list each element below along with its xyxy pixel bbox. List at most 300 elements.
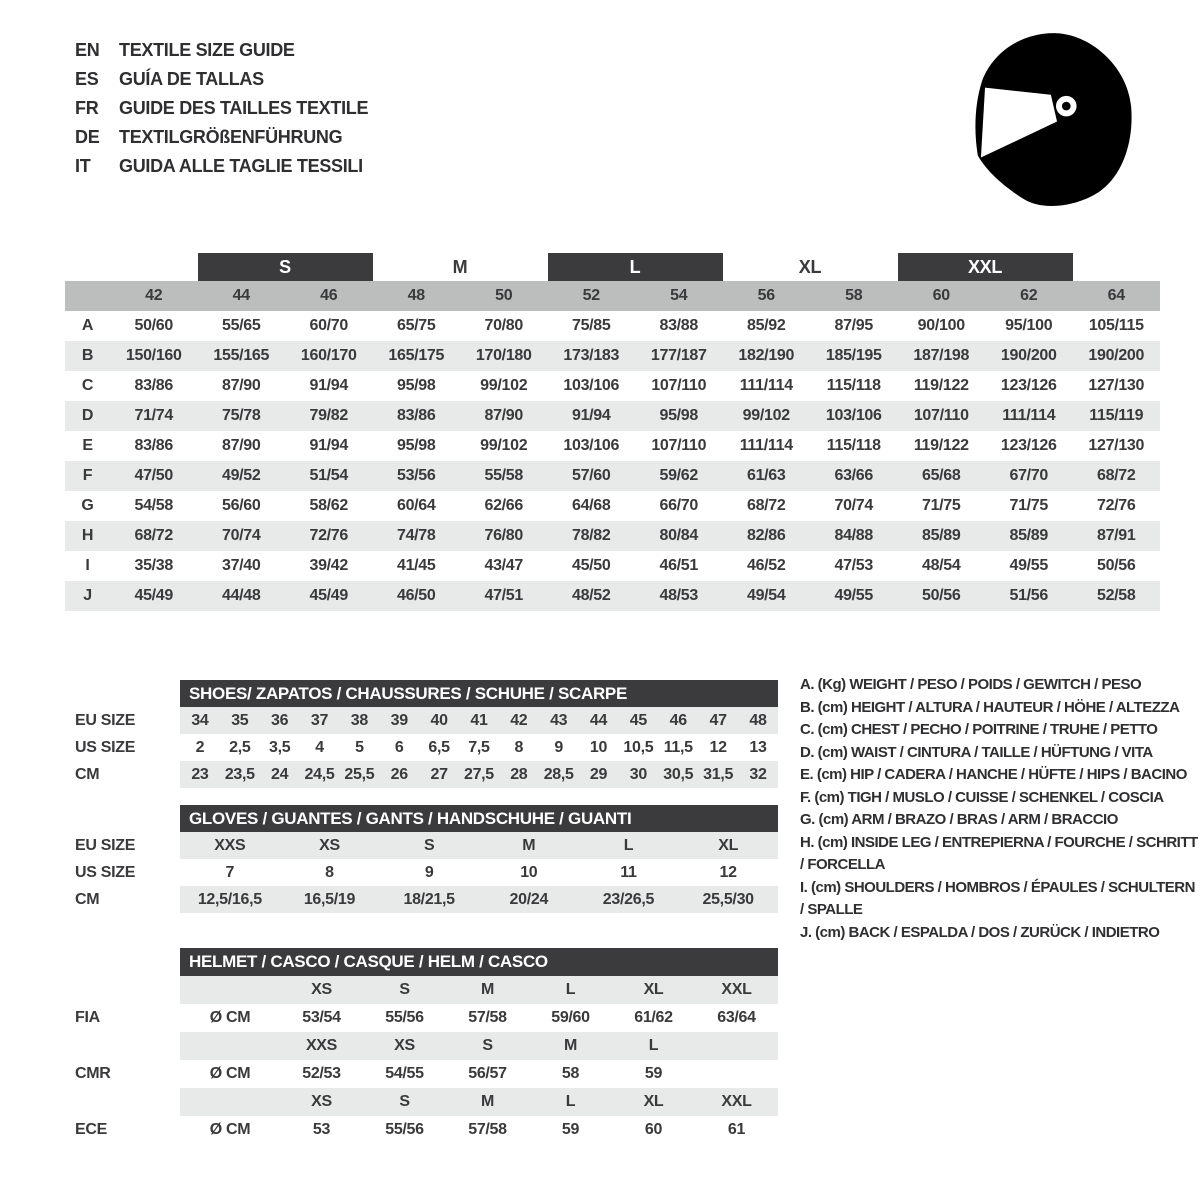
measurement-value: 71/75: [921, 497, 961, 514]
measurement-value: 47/51: [460, 581, 548, 611]
helmet-size-value: 53: [312, 1121, 331, 1138]
measurement-value: 64/68: [571, 497, 611, 514]
measurement-row: [65, 551, 1160, 581]
size-group-row: [65, 253, 1160, 281]
helmet-size-label: L: [529, 1088, 612, 1116]
language-row: [75, 123, 368, 152]
measurement-value: 123/126: [1000, 377, 1057, 394]
size-value: 4: [315, 738, 324, 756]
measurement-value: 56/60: [221, 497, 261, 514]
helmet-size-value: 63/64: [717, 1009, 756, 1026]
measurement-value: 45/50: [571, 557, 611, 574]
guide-title: GUÍA DE TALLAS: [119, 69, 264, 89]
language-code: FR: [75, 98, 99, 118]
measurement-value: 75/85: [571, 317, 611, 334]
measurement-value: 190/200: [985, 341, 1073, 371]
numeric-size: 64: [1073, 281, 1161, 311]
helmet-size-label: M: [446, 976, 529, 1004]
helmet-size-labels-row: [65, 1088, 778, 1116]
helmet-size-label: XXL: [695, 1088, 778, 1116]
helmet-values-row: [65, 1116, 778, 1144]
helmet-size-label: XXL: [695, 976, 778, 1004]
legend-item: I. (cm) SHOULDERS / HOMBROS / ÉPAULES / SCHULTERN / SPALLE: [800, 878, 1195, 918]
measurement-value: 87/90: [221, 377, 261, 394]
helmet-size-label: M: [446, 1088, 529, 1116]
spacer-cell: [180, 1032, 280, 1060]
measurement-value: 111/114: [739, 377, 793, 394]
measurement-value: 37/40: [221, 557, 261, 574]
measurement-value: 70/74: [198, 521, 286, 551]
measurement-value: 66/70: [659, 497, 699, 514]
size-value: 16,5/19: [280, 886, 380, 913]
size-value: 39: [379, 707, 419, 734]
size-value: 11,5: [663, 738, 693, 756]
row-label: CM: [65, 886, 180, 913]
language-code: IT: [75, 156, 91, 176]
measurement-value: 50/56: [1096, 557, 1136, 574]
measurement-value: 60/64: [396, 497, 436, 514]
measurement-value: 51/54: [285, 461, 373, 491]
spacer-cell: [180, 976, 280, 1004]
size-value: L: [579, 832, 679, 859]
measurement-row: [65, 371, 1160, 401]
measurement-row: [65, 461, 1160, 491]
section-title: SHOES/ ZAPATOS / CHAUSSURES / SCHUHE / SCARPE: [180, 680, 778, 707]
size-value: XXS: [180, 832, 280, 859]
measurement-value: 46/52: [746, 557, 786, 574]
measurement-value: 48/53: [635, 581, 723, 611]
measurement-value: 70/74: [834, 497, 874, 514]
guide-title: GUIDE DES TAILLES TEXTILE: [119, 98, 369, 118]
size-row: [65, 761, 778, 788]
measurement-value: 83/86: [134, 437, 174, 454]
row-label: US SIZE: [65, 859, 180, 886]
helmet-size-label: S: [446, 1032, 529, 1060]
row-letter: E: [82, 437, 93, 454]
measurement-value: 87/91: [1073, 521, 1161, 551]
size-value: 30,5: [658, 761, 698, 788]
measurement-value: 111/114: [985, 401, 1073, 431]
size-value: 8: [325, 863, 334, 881]
measurement-value: 65/75: [396, 317, 436, 334]
size-value: 27,5: [459, 761, 499, 788]
size-value: 23: [180, 761, 220, 788]
measurement-value: 91/94: [548, 401, 636, 431]
measurement-legend: [800, 674, 1200, 944]
row-letter: H: [65, 521, 110, 551]
spacer-cell: [65, 680, 180, 707]
measurement-value: 41/45: [396, 557, 436, 574]
size-value: 47: [698, 707, 738, 734]
size-value: 13: [749, 738, 767, 756]
title-row: [65, 948, 778, 976]
measurement-value: 48/54: [921, 557, 961, 574]
size-value: 11: [620, 863, 637, 881]
measurement-value: 127/130: [1088, 437, 1145, 454]
size-value: 34: [180, 707, 220, 734]
size-value: 24,5: [300, 761, 340, 788]
size-value: 6: [394, 738, 404, 756]
language-row: [75, 152, 368, 181]
legend-item: G. (cm) ARM / BRAZO / BRAS / ARM / BRACCIO: [800, 811, 1118, 828]
measurement-row: [65, 341, 1160, 371]
measurement-value: 52/58: [1073, 581, 1161, 611]
gloves-size-table: [65, 805, 778, 913]
numeric-size: 60: [898, 281, 986, 311]
size-value: 2: [195, 738, 205, 756]
row-letter: C: [81, 377, 94, 394]
size-value: 48: [738, 707, 778, 734]
size-value: 30: [618, 761, 658, 788]
size-value: 18/21,5: [379, 886, 479, 913]
measurement-value: 165/175: [373, 341, 461, 371]
measurement-value: 123/126: [1000, 437, 1057, 454]
numeric-size: 42: [110, 281, 198, 311]
numeric-size: 50: [460, 281, 548, 311]
title-row: [65, 680, 778, 707]
measurement-value: 107/110: [898, 401, 986, 431]
size-value: 23/26,5: [579, 886, 679, 913]
legend-item: D. (cm) WAIST / CINTURA / TAILLE / HÜFTUNG / VITA: [800, 743, 1153, 761]
spacer-cell: [65, 253, 110, 281]
measurement-value: 95/98: [396, 377, 436, 394]
helmet-size-label: XS: [280, 1088, 363, 1116]
spacer-cell: [65, 976, 180, 1004]
measurement-value: 83/86: [373, 401, 461, 431]
measurement-value: 127/130: [1088, 377, 1145, 394]
standard-label: FIA: [65, 1004, 180, 1032]
measurement-value: 79/82: [285, 401, 373, 431]
size-value: 2,5: [229, 738, 251, 756]
size-row: [65, 832, 778, 859]
helmet-size-value: 60: [644, 1121, 663, 1138]
size-row: [65, 707, 778, 734]
title-row: [65, 805, 778, 832]
legend-item: A. (Kg) WEIGHT / PESO / POIDS / GEWITCH / PESO: [800, 676, 1142, 693]
size-value: 12,5/16,5: [180, 886, 280, 913]
diameter-unit: Ø CM: [209, 1009, 251, 1026]
measurement-value: 85/89: [985, 521, 1073, 551]
measurement-value: 71/75: [1009, 497, 1049, 514]
measurement-value: 55/65: [221, 317, 261, 334]
legend-item: E. (cm) HIP / CADERA / HANCHE / HÜFTE / HIPS / BACINO: [800, 766, 1187, 783]
helmet-size-value: 57/58: [468, 1009, 507, 1026]
measurement-value: 85/89: [898, 521, 986, 551]
helmet-size-value: 59: [561, 1121, 580, 1138]
measurement-value: 44/48: [198, 581, 286, 611]
legend-item: F. (cm) TIGH / MUSLO / CUISSE / SCHENKEL / COSCIA: [800, 788, 1164, 806]
measurement-value: 185/195: [810, 341, 898, 371]
size-value: 24: [260, 761, 300, 788]
measurement-value: 65/68: [898, 461, 986, 491]
numeric-size: 58: [810, 281, 898, 311]
measurement-value: 67/70: [985, 461, 1073, 491]
language-row: [75, 36, 368, 65]
measurement-value: 187/198: [898, 341, 986, 371]
helmet-size-labels-row: [65, 976, 778, 1004]
size-value: 12: [709, 738, 727, 756]
size-value: 5: [355, 738, 364, 756]
helmet-size-value: 61/62: [634, 1009, 673, 1026]
size-value: 26: [379, 761, 419, 788]
measurement-value: 85/92: [746, 317, 786, 334]
helmet-size-label: XL: [612, 1088, 695, 1116]
spacer-cell: [180, 1088, 280, 1116]
measurement-value: 53/56: [373, 461, 461, 491]
measurement-value: 47/50: [110, 461, 198, 491]
size-value: 20/24: [479, 886, 579, 913]
language-code: DE: [75, 127, 100, 147]
language-code: ES: [75, 69, 99, 89]
size-row: [65, 859, 778, 886]
size-value: 27: [419, 761, 459, 788]
row-label: EU SIZE: [65, 707, 180, 734]
size-value: 8: [514, 738, 524, 756]
helmet-size-label: XXS: [280, 1032, 363, 1060]
size-value: 40: [419, 707, 459, 734]
size-value: XL: [678, 832, 778, 859]
measurement-value: 54/58: [134, 497, 174, 514]
measurement-value: 71/74: [110, 401, 198, 431]
helmet-size-value: 61: [727, 1121, 746, 1138]
helmet-size-value: 53/54: [302, 1009, 341, 1026]
section-title: GLOVES / GUANTES / GANTS / HANDSCHUHE / GUANTI: [180, 805, 778, 832]
measurement-value: 95/98: [635, 401, 723, 431]
row-letter: J: [65, 581, 110, 611]
size-value: 41: [459, 707, 499, 734]
measurement-value: 68/72: [746, 497, 786, 514]
measurement-row: [65, 521, 1160, 551]
measurement-value: 119/122: [913, 377, 969, 394]
measurement-value: 82/86: [723, 521, 811, 551]
helmet-size-value: 54/55: [385, 1065, 424, 1082]
guide-title: TEXTILE SIZE GUIDE: [119, 40, 295, 60]
size-group-label: XL: [798, 256, 822, 277]
apparel-size-table: [65, 253, 1160, 611]
measurement-value: 80/84: [635, 521, 723, 551]
size-value: 46: [658, 707, 698, 734]
measurement-value: 68/72: [1073, 461, 1161, 491]
numeric-size: 48: [373, 281, 461, 311]
size-value: 3,5: [268, 738, 291, 756]
helmet-size-value: 58: [561, 1065, 580, 1082]
measurement-value: 99/102: [723, 401, 811, 431]
shoes-size-table: [65, 680, 778, 788]
size-value: 7: [225, 863, 235, 881]
measurement-value: 75/78: [198, 401, 286, 431]
measurement-value: 35/38: [134, 557, 174, 574]
legend-item: B. (cm) HEIGHT / ALTURA / HAUTEUR / HÖHE / ALTEZZA: [800, 698, 1180, 716]
size-value: 9: [554, 738, 563, 756]
size-value: 43: [539, 707, 579, 734]
legend-item: C. (cm) CHEST / PECHO / POITRINE / TRUHE / PETTO: [800, 721, 1158, 738]
measurement-value: 111/114: [739, 437, 793, 454]
measurement-value: 95/100: [1005, 317, 1053, 334]
measurement-value: 59/62: [635, 461, 723, 491]
helmet-size-label: S: [363, 976, 446, 1004]
measurement-value: 50/60: [134, 317, 174, 334]
helmet-size-label: XS: [363, 1032, 446, 1060]
numeric-size: 62: [985, 281, 1073, 311]
helmet-size-label: M: [529, 1032, 612, 1060]
size-value: 32: [738, 761, 778, 788]
measurement-value: 115/119: [1073, 401, 1161, 431]
measurement-value: 90/100: [917, 317, 965, 334]
spacer-cell: [65, 948, 180, 976]
size-group-label: XXL: [898, 253, 1073, 281]
helmet-size-labels-row: [65, 1032, 778, 1060]
helmet-size-label: [695, 1032, 778, 1060]
measurement-value: 190/200: [1073, 341, 1161, 371]
measurement-value: 47/53: [834, 557, 874, 574]
measurement-value: 87/90: [221, 437, 261, 454]
measurement-value: 150/160: [110, 341, 198, 371]
legend-item: H. (cm) INSIDE LEG / ENTREPIERNA / FOURCHE / SCHRITT / FORCELLA: [800, 833, 1198, 873]
measurement-value: 84/88: [810, 521, 898, 551]
numeric-size-row: [65, 281, 1160, 311]
measurement-value: 49/54: [723, 581, 811, 611]
size-value: S: [379, 832, 479, 859]
size-group-label: L: [548, 253, 723, 281]
measurement-row: [65, 491, 1160, 521]
measurement-row: [65, 431, 1160, 461]
size-value: 25,5: [339, 761, 379, 788]
measurement-value: 76/80: [460, 521, 548, 551]
helmet-size-value: [695, 1060, 778, 1088]
helmet-values-row: [65, 1004, 778, 1032]
helmet-size-value: 59/60: [551, 1009, 590, 1026]
guide-title: TEXTILGRÖßENFÜHRUNG: [119, 127, 343, 147]
measurement-value: 74/78: [373, 521, 461, 551]
measurement-value: 61/63: [723, 461, 811, 491]
row-letter: G: [81, 497, 94, 514]
measurement-value: 107/110: [651, 377, 707, 394]
measurement-value: 103/106: [810, 401, 898, 431]
measurement-value: 63/66: [810, 461, 898, 491]
helmet-size-label: XL: [612, 976, 695, 1004]
measurement-value: 107/110: [651, 437, 707, 454]
spacer-cell: [65, 281, 110, 311]
size-value: 12: [719, 863, 737, 881]
size-group-label: S: [198, 253, 373, 281]
language-row: [75, 94, 368, 123]
helmet-size-value: 57/58: [468, 1121, 507, 1138]
helmet-size-label: XS: [280, 976, 363, 1004]
size-value: 38: [339, 707, 379, 734]
measurement-value: 78/82: [548, 521, 636, 551]
row-label: CM: [65, 761, 180, 788]
main-table-body: [65, 311, 1160, 611]
measurement-value: 62/66: [484, 497, 524, 514]
size-value: 28,5: [539, 761, 579, 788]
measurement-value: 49/55: [810, 581, 898, 611]
size-value: 10,5: [623, 738, 654, 756]
measurement-value: 103/106: [563, 437, 620, 454]
size-value: 10: [589, 738, 608, 756]
language-row: [75, 65, 368, 94]
helmet-size-value: 56/57: [468, 1065, 507, 1082]
row-letter: A: [81, 317, 94, 334]
row-letter: D: [65, 401, 110, 431]
measurement-value: 182/190: [723, 341, 811, 371]
size-value: XS: [280, 832, 380, 859]
measurement-value: 49/52: [198, 461, 286, 491]
size-value: 10: [520, 863, 538, 881]
size-value: 28: [499, 761, 539, 788]
measurement-value: 99/102: [480, 377, 528, 394]
measurement-value: 155/165: [198, 341, 286, 371]
measurement-value: 46/51: [659, 557, 699, 574]
spacer-cell: [65, 805, 180, 832]
measurement-value: 68/72: [110, 521, 198, 551]
helmet-values-row: [65, 1060, 778, 1088]
spacer-cell: [65, 1032, 180, 1060]
helmet-size-value: 52/53: [302, 1065, 341, 1082]
spacer-cell: [110, 253, 198, 281]
size-value: 7,5: [468, 738, 490, 756]
measurement-value: 57/60: [548, 461, 636, 491]
measurement-value: 105/115: [1088, 317, 1144, 334]
measurement-value: 87/95: [834, 317, 874, 334]
size-value: 37: [300, 707, 340, 734]
helmet-size-label: S: [363, 1088, 446, 1116]
helmet-size-value: 55/56: [385, 1009, 424, 1026]
size-value: 25,5/30: [678, 886, 778, 913]
numeric-size: 54: [635, 281, 723, 311]
size-value: 35: [220, 707, 260, 734]
measurement-value: 95/98: [396, 437, 436, 454]
measurement-value: 99/102: [480, 437, 528, 454]
size-value: 44: [579, 707, 619, 734]
row-letter: B: [65, 341, 110, 371]
size-value: 29: [579, 761, 619, 788]
helmet-size-value: 55/56: [385, 1121, 424, 1138]
measurement-value: 115/118: [826, 437, 881, 454]
size-value: 36: [260, 707, 300, 734]
measurement-value: 173/183: [548, 341, 636, 371]
measurement-value: 91/94: [309, 377, 349, 394]
measurement-value: 48/52: [548, 581, 636, 611]
measurement-row: [65, 401, 1160, 431]
standard-label: CMR: [65, 1060, 180, 1088]
measurement-value: 45/49: [285, 581, 373, 611]
size-group-label: M: [452, 256, 468, 277]
spacer-cell: [1073, 253, 1161, 281]
diameter-unit: Ø CM: [209, 1065, 251, 1082]
language-title-list: [75, 36, 368, 181]
size-value: 31,5: [698, 761, 738, 788]
measurement-value: 58/62: [309, 497, 349, 514]
standard-label: ECE: [65, 1116, 180, 1144]
measurement-value: 83/88: [659, 317, 699, 334]
size-value: 9: [424, 863, 434, 881]
measurement-value: 49/55: [1009, 557, 1049, 574]
section-title: HELMET / CASCO / CASQUE / HELM / CASCO: [180, 948, 778, 976]
measurement-value: 170/180: [460, 341, 548, 371]
size-value: M: [479, 832, 579, 859]
helmet-size-value: 59: [644, 1065, 663, 1082]
numeric-size: 52: [548, 281, 636, 311]
helmet-size-table: [65, 948, 778, 1144]
row-label: EU SIZE: [65, 832, 180, 859]
row-letter: F: [65, 461, 110, 491]
size-value: 6,5: [428, 738, 450, 756]
guide-title: GUIDA ALLE TAGLIE TESSILI: [119, 156, 363, 176]
measurement-value: 91/94: [309, 437, 349, 454]
row-label: US SIZE: [65, 734, 180, 761]
numeric-size: 46: [285, 281, 373, 311]
measurement-row: [65, 581, 1160, 611]
